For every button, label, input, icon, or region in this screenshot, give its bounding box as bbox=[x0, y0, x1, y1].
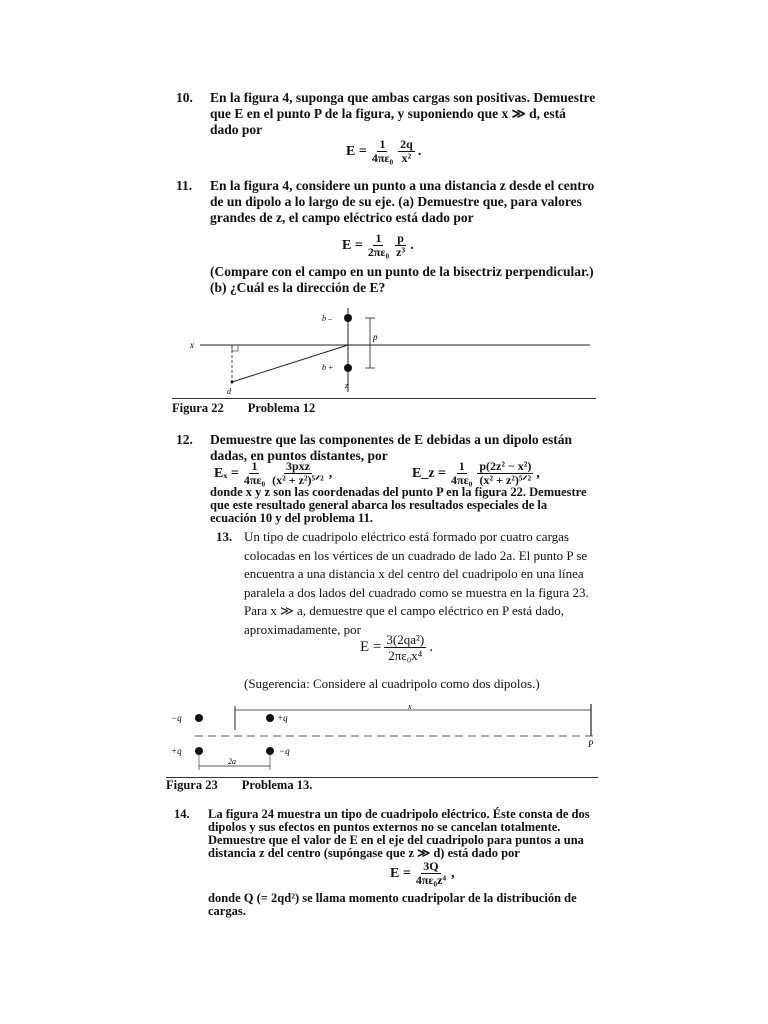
label-pos-q-top: +q bbox=[277, 713, 288, 723]
problem-number: 12. bbox=[176, 432, 193, 447]
equation-14: E = $\frac{3Q}{\text{4πε₀z⁴}}$ , bbox=[390, 859, 455, 887]
label-p: p bbox=[373, 332, 378, 342]
equation-11: E = $\frac{1}{\text{2πε₀}}$ $\frac{p}{\text{z³}}$ . bbox=[342, 231, 414, 259]
problem-12-continuation: donde x y z son las coordenadas del punto P en la figura 22. Demuestre que este resultado general abarca los resultados especiales de la ecuación 10 y del problema 11. bbox=[210, 485, 587, 525]
label-x: x bbox=[408, 702, 412, 711]
equation-13: E = $\frac{\text{3(2qa²)}}{\text{2πε₀x⁴}}$ . bbox=[360, 632, 433, 663]
equation-10: E = $\frac{1}{\text{4πε₀}}$ $\frac{2q}{\text{x²}}$ . bbox=[346, 137, 422, 165]
charge-pos-top-right bbox=[266, 714, 274, 722]
x-label: x bbox=[190, 340, 194, 350]
label-b-top: b – bbox=[322, 314, 332, 323]
label-P: P bbox=[588, 739, 594, 749]
problem-text: Un tipo de cuadripolo eléctrico está formado por cuatro cargas colocadas en los vértices de un cuadrado de lado 2a. El punto P se encuentra a una distancia x del centro del cuadripolo en una línea paralela a dos lados del cuadrado como se muestra en la figura 23. Para x ≫ a, demuestre que el campo eléctrico en P está dado, aproximadamente, por bbox=[244, 529, 589, 637]
problem-number: 13. bbox=[216, 529, 233, 544]
problem-11-part-b: (Compare con el campo en un punto de la bisectriz perpendicular.) (b) ¿Cuál es la dirección de E? bbox=[210, 264, 594, 295]
problem-number: 14. bbox=[174, 807, 190, 821]
figure-22-caption: Figura 22 Problema 12 bbox=[172, 401, 316, 415]
label-d: d bbox=[227, 387, 231, 396]
negative-charge bbox=[344, 314, 352, 322]
problem-text: Demuestre que las componentes de E debidas a un dipolo están dadas, en puntos distantes, por bbox=[210, 432, 573, 463]
label-neg-q-bot: −q bbox=[279, 746, 290, 756]
problem-text: En la figura 4, suponga que ambas cargas son positivas. Demuestre que E en el punto P de la figura, y suponiendo que x ≫ d, está dado por bbox=[210, 90, 596, 137]
figure-23 bbox=[165, 700, 605, 778]
figure-22 bbox=[170, 300, 600, 400]
problem-number: 10. bbox=[176, 90, 193, 105]
label-b-bot: b + bbox=[322, 363, 334, 372]
divider bbox=[172, 398, 596, 399]
problem-13-hint: (Sugerencia: Considere al cuadripolo como dos dipolos.) bbox=[244, 676, 540, 691]
label-2a: 2a bbox=[228, 757, 236, 766]
problem-number: 11. bbox=[176, 178, 193, 193]
positive-charge bbox=[344, 364, 352, 372]
equation-12-ex: Eₓ = $\frac{1}{\text{4πε₀}}$ $\frac{\text{3pxz}}{\text{(x² + z²)⁵ᐟ²}}$ , bbox=[214, 459, 333, 487]
label-neg-q-top: −q bbox=[171, 713, 182, 723]
problem-text: La figura 24 muestra un tipo de cuadripolo eléctrico. Éste consta de dos dipolos y sus efectos en puntos externos no se cancelan totalmente. Demuestre que el valor de E en el eje del cuadripolo para puntos a una distancia z del centro (supóngase que z ≫ d) está dado por bbox=[208, 807, 590, 860]
charge-neg-top-left bbox=[195, 714, 203, 722]
label-z: z bbox=[345, 381, 349, 390]
problem-text: En la figura 4, considere un punto a una distancia z desde el centro de un dipolo a lo largo de su eje. (a) Demuestre que, para valores grandes de z, el campo eléctrico está dado por bbox=[210, 178, 595, 225]
problem-14-continuation: donde Q (= 2qd²) se llama momento cuadripolar de la distribución de cargas. bbox=[208, 891, 577, 918]
label-pos-q-bot: +q bbox=[171, 746, 182, 756]
figure-23-caption: Figura 23 Problema 13. bbox=[166, 778, 313, 792]
equation-12-ez: E_z = $\frac{1}{\text{4πε₀}}$ $\frac{\text{p(2z² − x²)}}{\text{(x² + z²)⁵ᐟ²}}$ , bbox=[412, 459, 540, 487]
